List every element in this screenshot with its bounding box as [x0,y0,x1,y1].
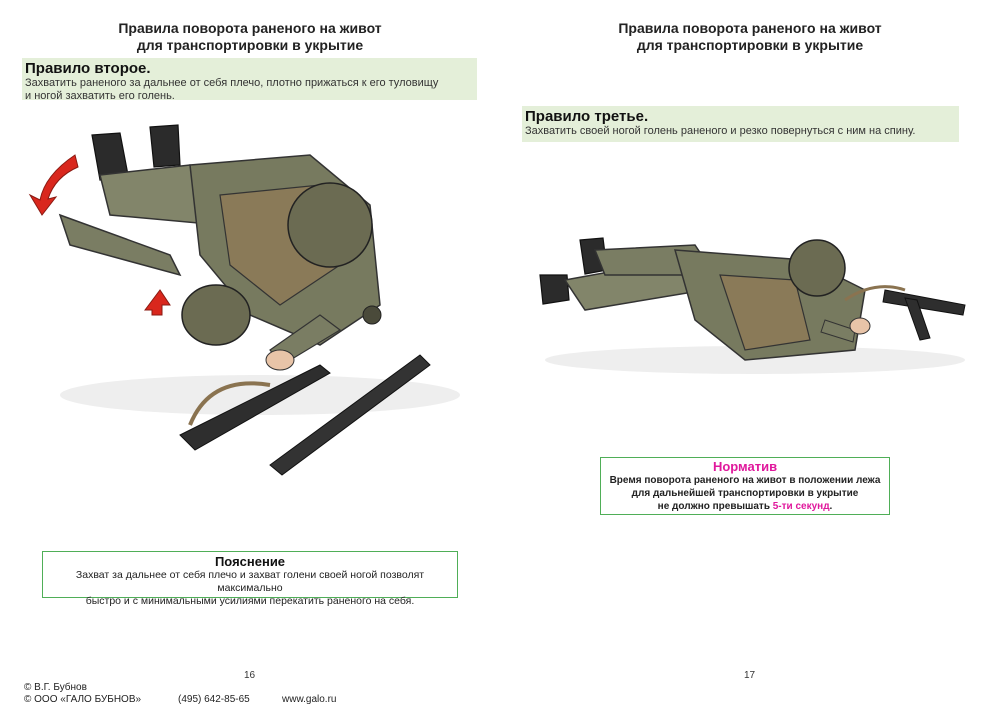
footer-website[interactable]: www.galo.ru [282,694,337,705]
page-number-right: 17 [744,670,756,681]
rule-three-heading: Правило третье. [525,108,649,125]
left-page-title [0,20,500,54]
right-title-line1: Правила поворота раненого на живот [618,20,882,36]
rescue-illustration-left [20,115,480,515]
rescue-illustration-right [525,220,985,400]
time-limit-accent: 5-ти секунд [772,501,830,512]
rotate-arrow-icon [30,155,78,215]
left-title-line2: для транспортировки в укрытие [136,37,364,53]
explanation-box [42,551,458,607]
rule-two-box [22,58,477,100]
right-page [500,0,1000,706]
rule-three-box [522,106,959,142]
standard-text: Время поворота раненого на живот в положении лежа для дальнейшей транспортировки в укрытие не должно превышать 5-ти секунд. [609,475,881,512]
rule-two-text: Захватить раненого за дальнее от себя плечо, плотно прижаться к его туловищу и ногой захватить его голень. [25,77,439,102]
rule-three-text: Захватить своей ногой голень раненого и резко повернуться с ним на спину. [525,125,916,137]
right-page-title [500,20,1000,54]
page-number-left: 16 [244,670,256,681]
left-title-line1: Правила поворота раненого на живот [118,20,382,36]
rule-two-heading: Правило второе. [25,60,151,77]
footer-company: © ООО «ГАЛО БУБНОВ» [24,694,142,705]
explanation-heading: Пояснение [214,554,286,569]
standard-heading: Норматив [712,459,778,474]
up-arrow-icon [145,290,170,315]
right-title-line2: для транспортировки в укрытие [636,37,864,53]
footer-author: © В.Г. Бубнов [24,682,87,693]
footer-phone: (495) 642-85-65 [178,694,250,705]
standard-box [600,457,890,515]
explanation-text: Захват за дальнее от себя плечо и захват голени своей ногой позволят максимально быстро и с минимальными усилиями перекатить раненого на себя. [75,569,425,607]
